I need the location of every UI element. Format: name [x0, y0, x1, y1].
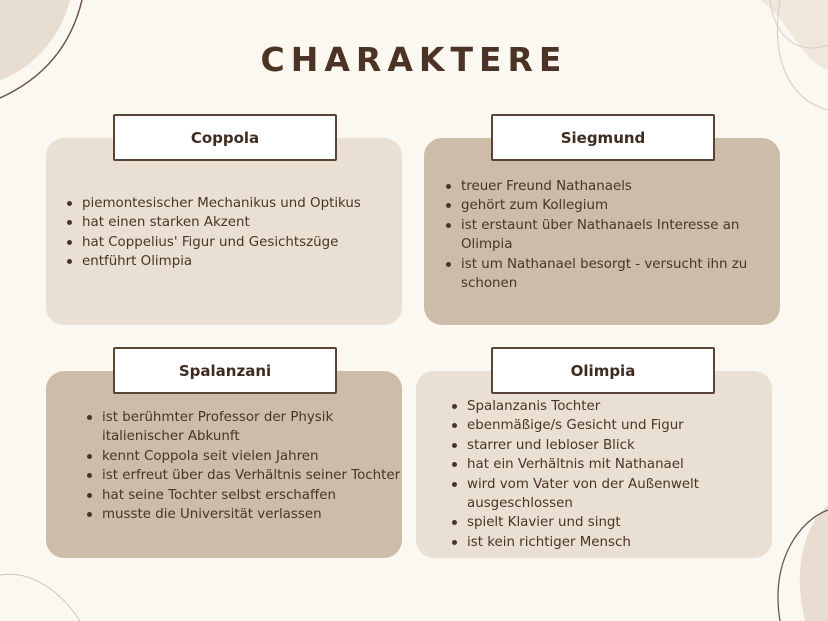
list-item: musste die Universität verlassen: [102, 505, 402, 524]
list-item: ebenmäßige/s Gesicht und Figur: [467, 416, 777, 435]
list-item: hat seine Tochter selbst erschaffen: [102, 486, 402, 505]
list-item: ist berühmter Professor der Physik italienischer Abkunft: [102, 408, 402, 447]
list-item: starrer und lebloser Blick: [467, 436, 777, 455]
list-item: Spalanzanis Tochter: [467, 397, 777, 416]
card-spalanzani-list: [86, 408, 402, 524]
card-olimpia-label: Olimpia: [491, 347, 715, 394]
card-coppola-list: [66, 194, 412, 272]
list-item: entführt Olimpia: [82, 252, 412, 271]
card-coppola-label: Coppola: [113, 114, 337, 161]
card-spalanzani-label: Spalanzani: [113, 347, 337, 394]
list-item: wird vom Vater von der Außenwelt ausgeschlossen: [467, 475, 777, 514]
list-item: spielt Klavier und singt: [467, 513, 777, 532]
list-item: ist um Nathanael besorgt - versucht ihn zu schonen: [461, 255, 781, 294]
card-siegmund-label: Siegmund: [491, 114, 715, 161]
list-item: ist erstaunt über Nathanaels Interesse an Olimpia: [461, 216, 781, 255]
card-olimpia-list: [451, 397, 777, 552]
list-item: hat einen starken Akzent: [82, 213, 412, 232]
list-item: hat ein Verhältnis mit Nathanael: [467, 455, 777, 474]
list-item: hat Coppelius' Figur und Gesichtszüge: [82, 233, 412, 252]
list-item: ist kein richtiger Mensch: [467, 533, 777, 552]
list-item: treuer Freund Nathanaels: [461, 177, 781, 196]
card-siegmund-list: [445, 177, 781, 293]
list-item: gehört zum Kollegium: [461, 196, 781, 215]
list-item: piemontesischer Mechanikus und Optikus: [82, 194, 412, 213]
list-item: kennt Coppola seit vielen Jahren: [102, 447, 402, 466]
page-title: CHARAKTERE: [260, 40, 568, 79]
list-item: ist erfreut über das Verhältnis seiner Tochter: [102, 466, 402, 485]
